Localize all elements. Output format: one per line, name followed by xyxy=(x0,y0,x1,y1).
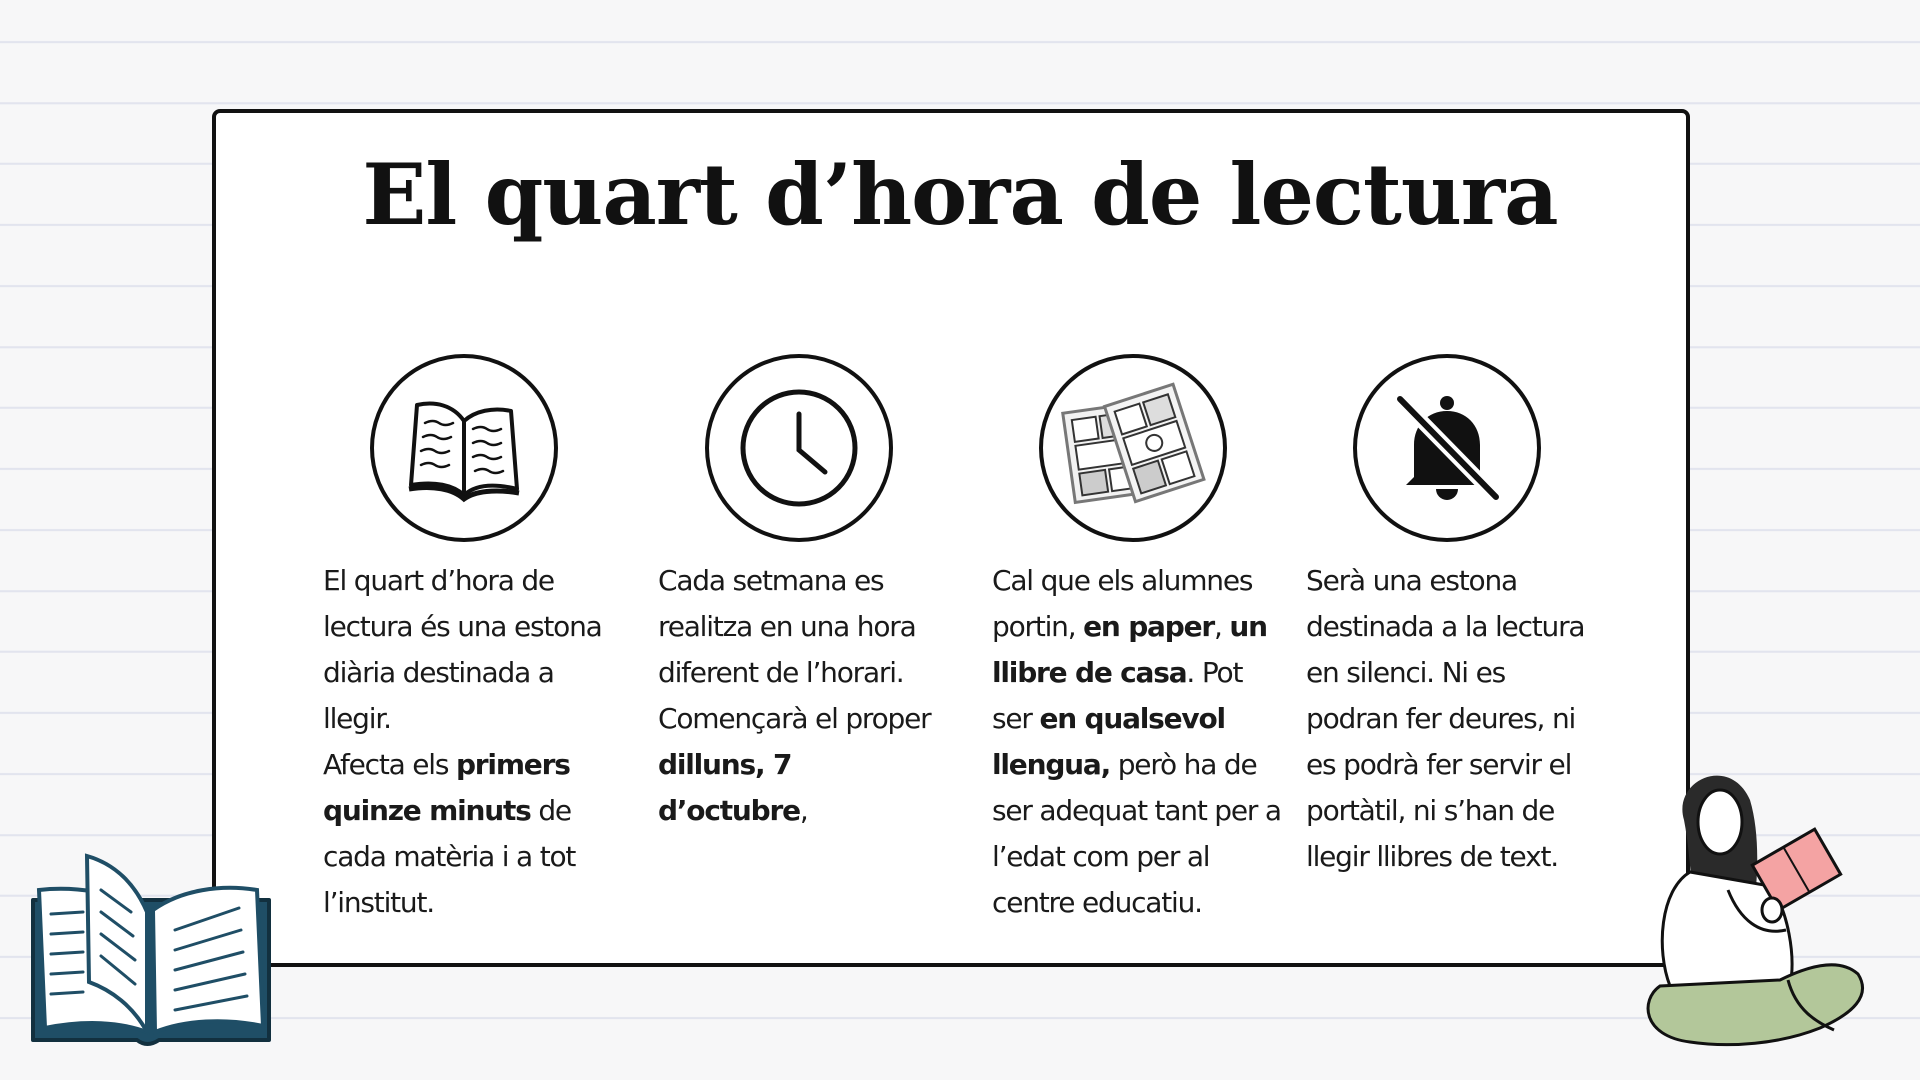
open-book-illustration xyxy=(25,850,275,1054)
silence-description: Serà una estona destinada a la lectura en silenci. Ni es podran fer deures, ni es podrà fer servir el portàtil, ni s’han de llegir llibres de text. xyxy=(1306,564,1585,873)
reading-time-description: El quart d’hora de lectura és una estona diària destinada a llegir. Afecta els primers quinze minuts de cada matèria i a tot l’institut. xyxy=(323,564,602,919)
info-column-schedule xyxy=(658,354,996,834)
bell-off-icon xyxy=(1353,354,1541,542)
info-column-silence xyxy=(1306,354,1644,880)
comic-pages-icon xyxy=(1039,354,1227,542)
clock-icon xyxy=(705,354,893,542)
book-format-description: Cal que els alumnes portin, en paper, un llibre de casa. Pot ser en qualsevol llengua, però ha de ser adequat tant per a l’edat com per al centre educatiu. xyxy=(992,564,1281,919)
info-column-book-format xyxy=(992,354,1330,926)
schedule-description: Cada setmana es realitza en una hora diferent de l’horari. Començarà el proper dilluns, 7 d’octubre, xyxy=(658,564,931,827)
page-title: El quart d’hora de lectura xyxy=(362,145,1558,244)
open-book-icon xyxy=(370,354,558,542)
reading-girl-illustration xyxy=(1620,760,1880,1064)
info-column-reading-time xyxy=(323,354,661,926)
